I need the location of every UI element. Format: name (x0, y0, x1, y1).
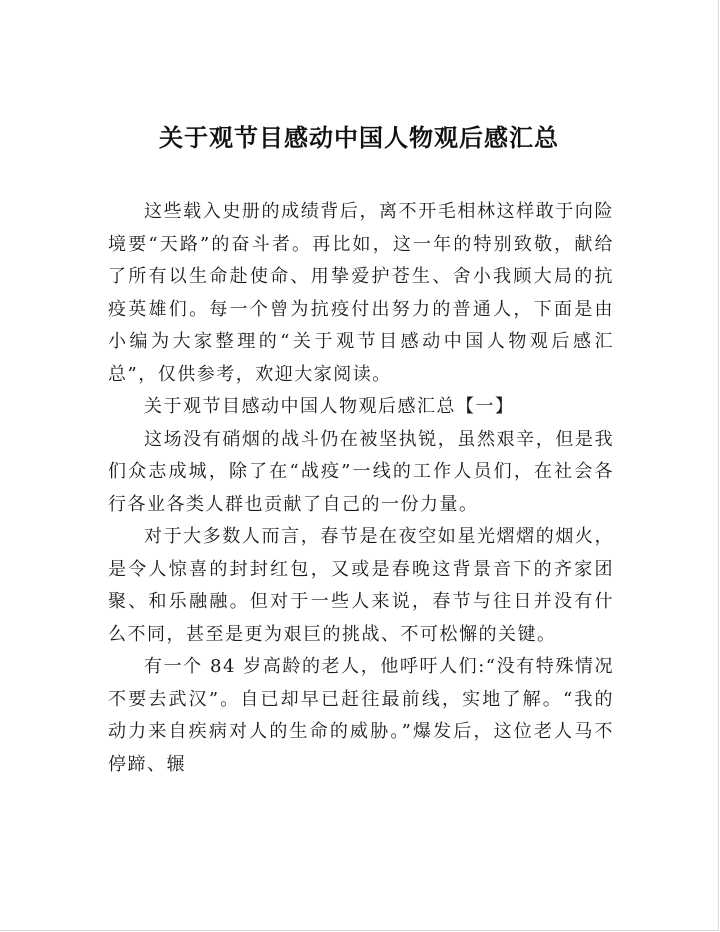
paragraph: 有一个 84 岁高龄的老人，他呼吁人们:“没有特殊情况不要去武汉”。自已却早已赶往最前线，实地了解。“我的动力来自疾病对人的生命的威胁。”爆发后，这位老人马不停蹄、辗 (108, 656, 614, 775)
paragraph-intro: 这些载入史册的成绩背后，离不开毛相林这样敢于向险境要“天路”的奋斗者。再比如，这一年的特别致敬，献给了所有以生命赴使命、用挚爱护苍生、舍小我顾大局的抗疫英雄们。每一个曾为抗疫付出努力的普通人，下面是由小编为大家整理的“关于观节目感动中国人物观后感汇总”，仅供参考，欢迎大家阅读。 (108, 201, 614, 385)
paragraph: 对于大多数人而言，春节是在夜空如星光熠熠的烟火，是令人惊喜的封封红包，又或是春晚这背景音下的齐家团聚、和乐融融。但对于一些人来说，春节与往日并没有什么不同，甚至是更为艰巨的挑战、不可松懈的关键。 (108, 526, 614, 645)
section-heading: 关于观节目感动中国人物观后感汇总【一】 (144, 396, 515, 417)
document-body (108, 196, 614, 781)
document-title: 关于观节目感动中国人物观后感汇总 (159, 123, 559, 152)
paragraph: 这场没有硝烟的战斗仍在被坚执锐，虽然艰辛，但是我们众志成城，除了在“战疫”一线的工作人员们，在社会各行各业各类人群也贡献了自己的一份力量。 (108, 428, 614, 515)
